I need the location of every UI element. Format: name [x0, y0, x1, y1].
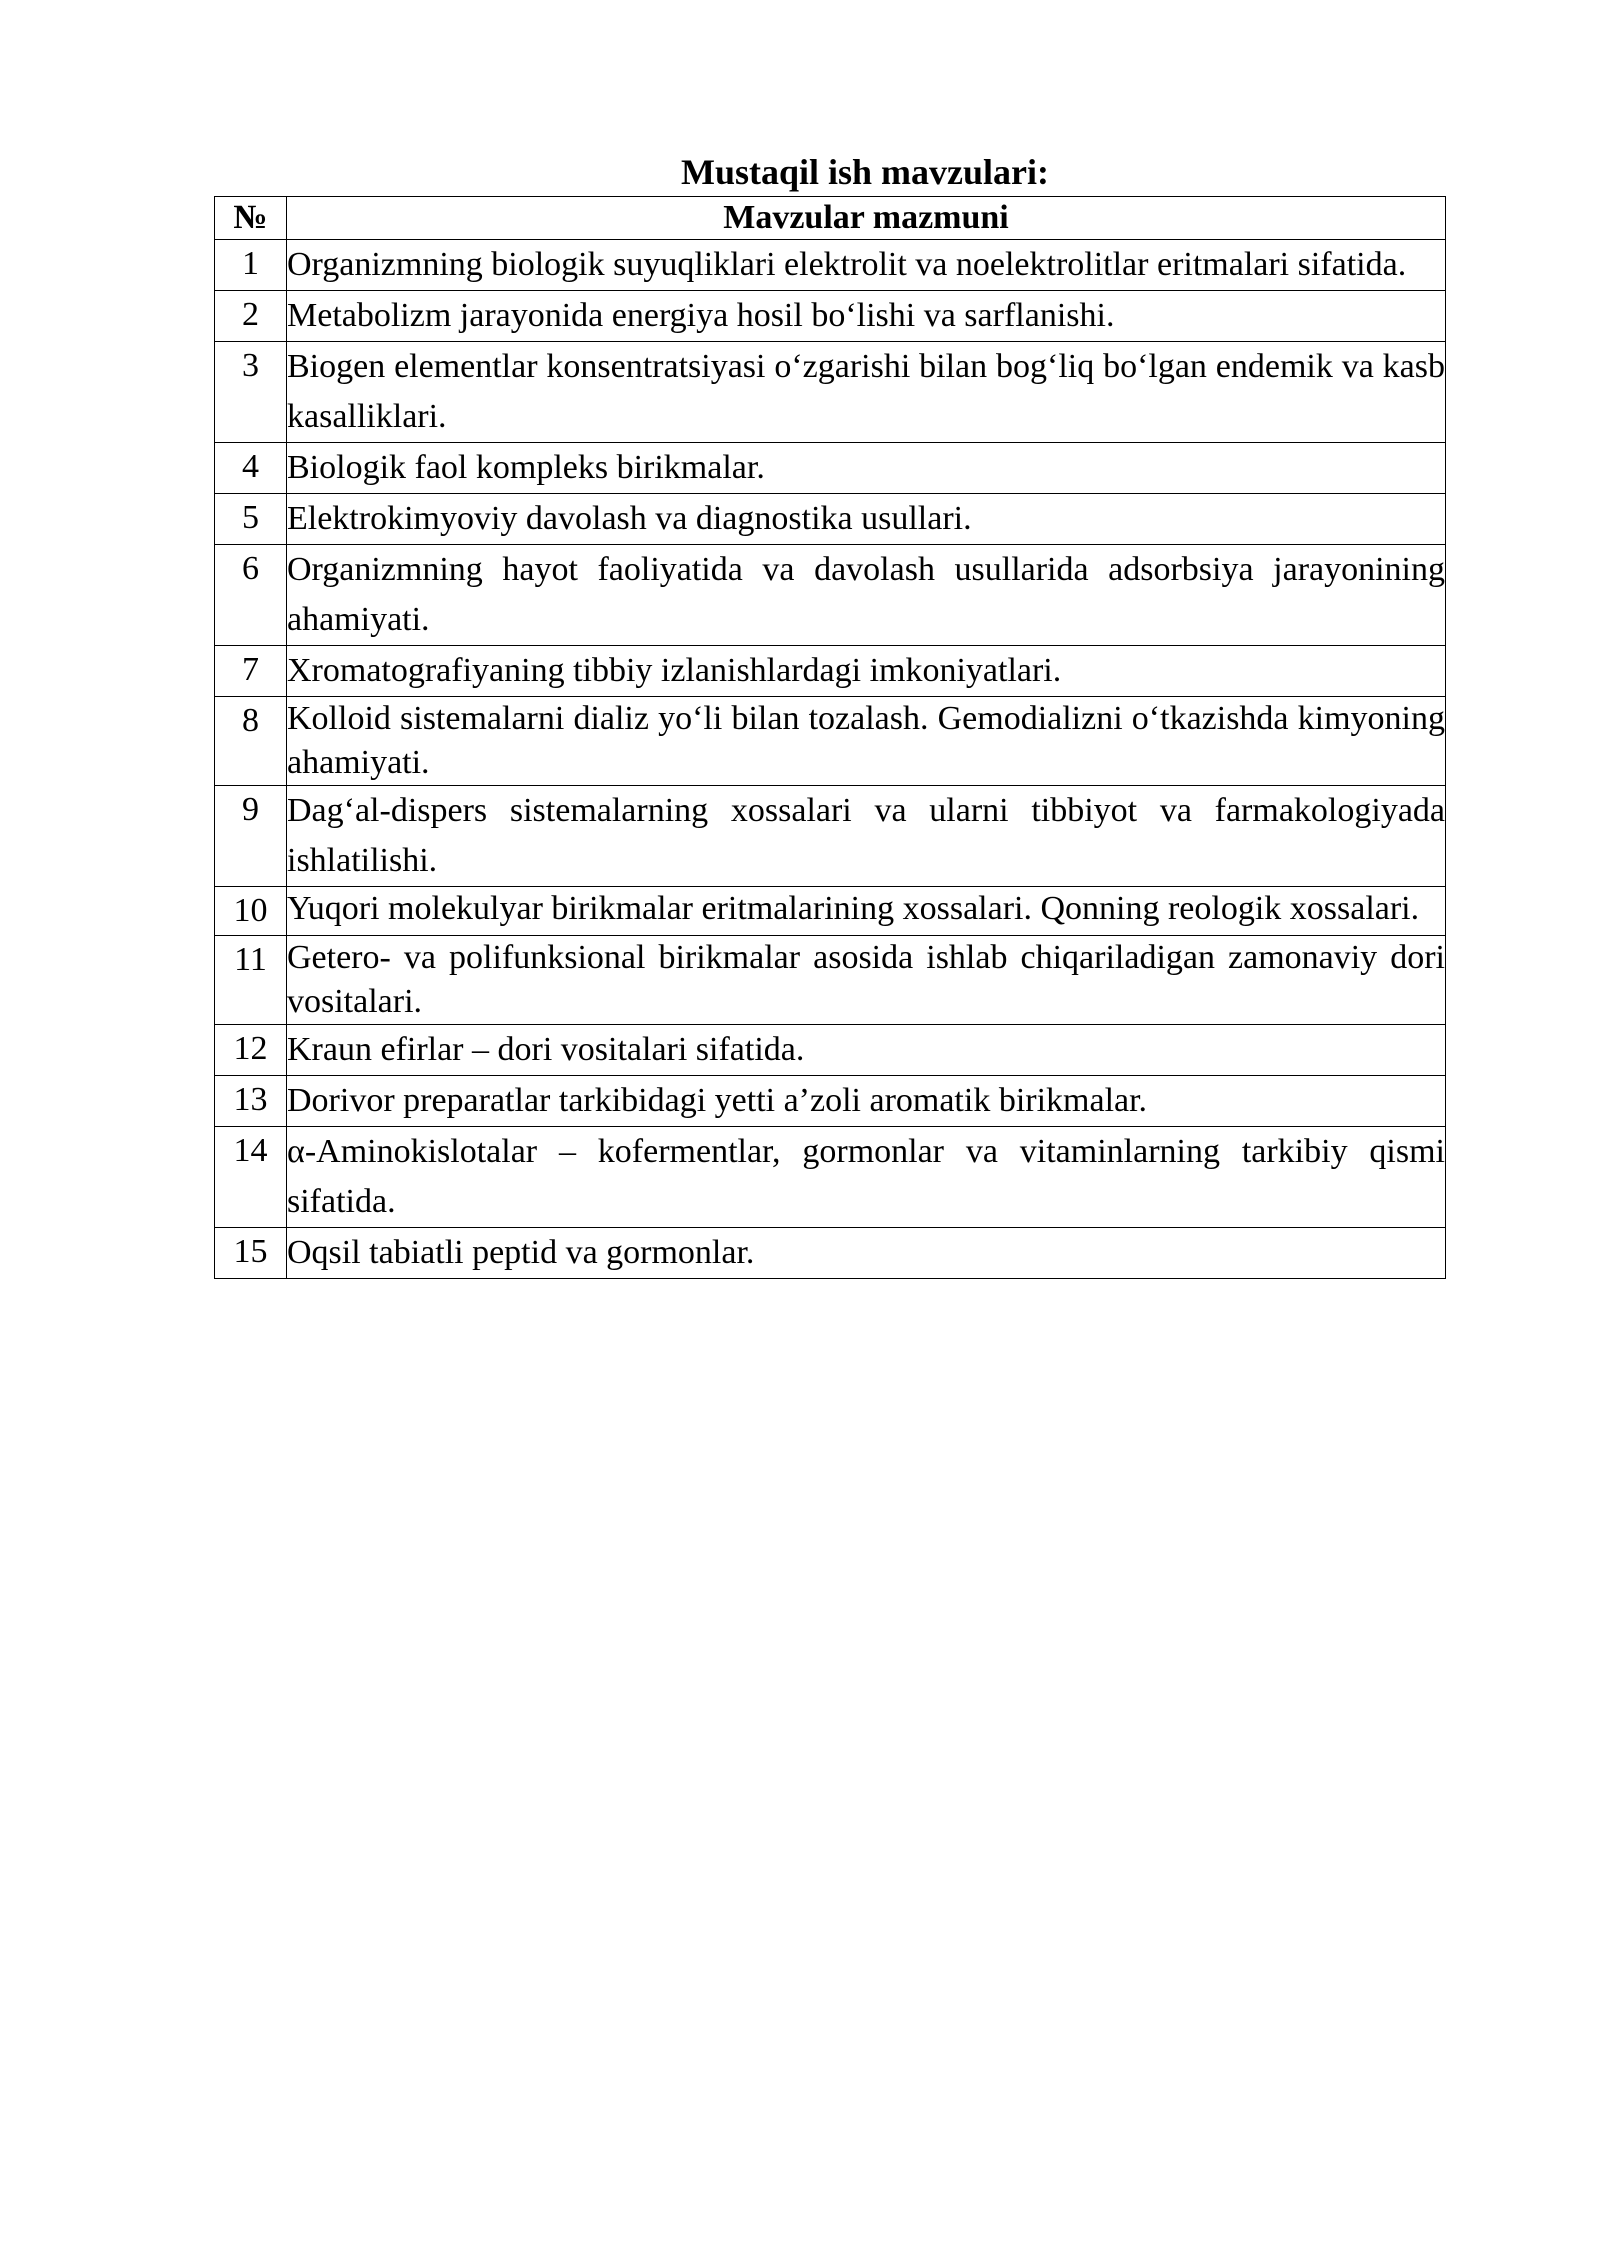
table-row: [215, 545, 1446, 646]
row-topic: Kolloid sistemalarni dializ yo‘li bilan tozalash. Gemodializni o‘tkazishda kimyoning ahamiyati.: [287, 697, 1446, 786]
row-number: 1: [215, 240, 287, 291]
table-row: [215, 1025, 1446, 1076]
table-row: [215, 887, 1446, 936]
row-number: 7: [215, 646, 287, 697]
row-number: 11: [215, 936, 287, 1025]
row-topic: Getero- va polifunksional birikmalar asosida ishlab chiqariladigan zamonaviy dori vositalari.: [287, 936, 1446, 1025]
page-title: Mustaqil ish mavzulari:: [680, 152, 1049, 192]
number-column-header: №: [215, 197, 287, 240]
row-number: 6: [215, 545, 287, 646]
table-header-row: [215, 197, 1446, 240]
row-number: 4: [215, 443, 287, 494]
row-topic: Biologik faol kompleks birikmalar.: [287, 443, 1446, 494]
table-row: [215, 291, 1446, 342]
row-topic: Dag‘al-dispers sistemalarning xossalari va ularni tibbiyot va farmakologiyada ishlatilishi.: [287, 786, 1446, 887]
row-topic: Kraun efirlar – dori vositalari sifatida.: [287, 1025, 1446, 1076]
topics-table: [214, 196, 1446, 1279]
row-topic: Dorivor preparatlar tarkibidagi yetti a’zoli aromatik birikmalar.: [287, 1076, 1446, 1127]
row-number: 13: [215, 1076, 287, 1127]
row-topic: Xromatografiyaning tibbiy izlanishlardagi imkoniyatlari.: [287, 646, 1446, 697]
row-number: 10: [215, 887, 287, 936]
row-topic: α-Aminokislotalar – kofermentlar, gormonlar va vitaminlarning tarkibiy qismi sifatida.: [287, 1127, 1446, 1228]
table-row: [215, 240, 1446, 291]
row-number: 14: [215, 1127, 287, 1228]
row-topic: Oqsil tabiatli peptid va gormonlar.: [287, 1228, 1446, 1279]
row-topic: Organizmning hayot faoliyatida va davolash usullarida adsorbsiya jarayonining ahamiyati.: [287, 545, 1446, 646]
row-topic: Metabolizm jarayonida energiya hosil bo‘lishi va sarflanishi.: [287, 291, 1446, 342]
table-row: [215, 697, 1446, 786]
row-topic: Biogen elementlar konsentratsiyasi o‘zgarishi bilan bog‘liq bo‘lgan endemik va kasb kasalliklari.: [287, 342, 1446, 443]
row-number: 15: [215, 1228, 287, 1279]
row-topic: Organizmning biologik suyuqliklari elektrolit va noelektrolitlar eritmalari sifatida.: [287, 240, 1446, 291]
row-number: 12: [215, 1025, 287, 1076]
table-row: [215, 936, 1446, 1025]
table-row: [215, 1076, 1446, 1127]
table-row: [215, 443, 1446, 494]
row-number: 2: [215, 291, 287, 342]
row-number: 8: [215, 697, 287, 786]
row-number: 9: [215, 786, 287, 887]
table-row: [215, 494, 1446, 545]
table-row: [215, 646, 1446, 697]
table-row: [215, 1228, 1446, 1279]
table-row: [215, 786, 1446, 887]
table-row: [215, 342, 1446, 443]
row-number: 3: [215, 342, 287, 443]
row-topic: Yuqori molekulyar birikmalar eritmalarining xossalari. Qonning reologik xossalari.: [287, 887, 1446, 936]
table-row: [215, 1127, 1446, 1228]
row-number: 5: [215, 494, 287, 545]
topic-column-header: Mavzular mazmuni: [287, 197, 1446, 240]
row-topic: Elektrokimyoviy davolash va diagnostika usullari.: [287, 494, 1446, 545]
